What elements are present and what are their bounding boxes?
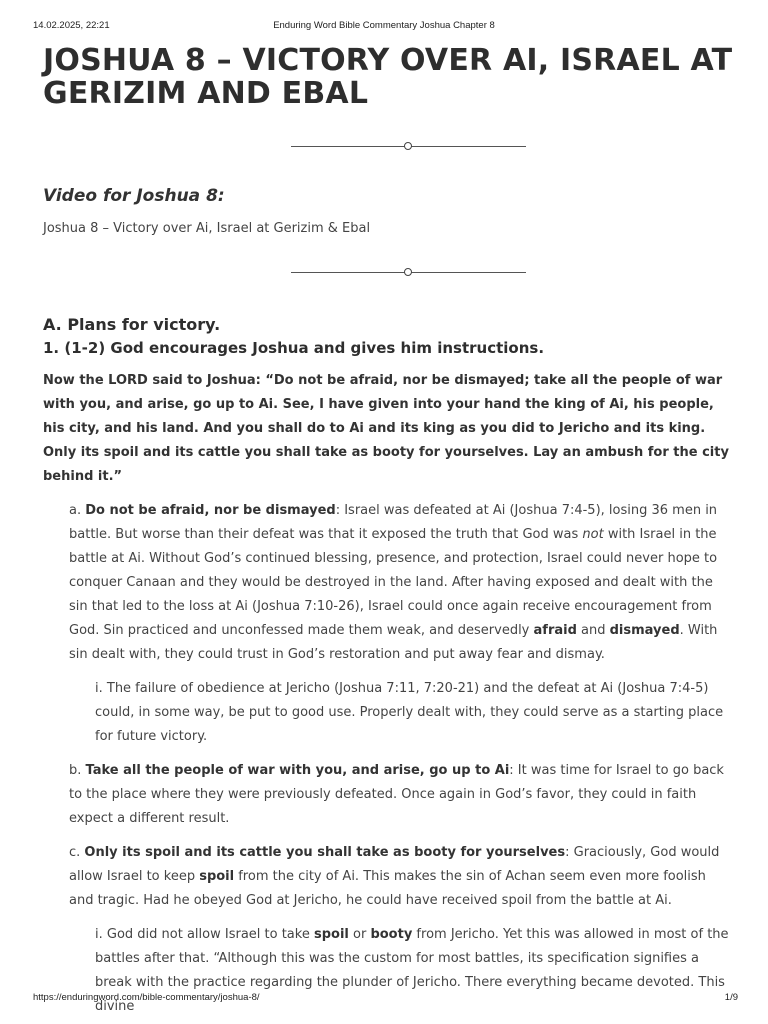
commentary-point-b [69, 759, 733, 831]
point-text: from Jericho. Yet this was allowed in most of the battles after that. “Although this was the custom for most battles, its specification signifies a break with the practice regarding the plunder of Jericho. There everything became devoted. This divine [95, 927, 729, 1014]
page-url: https://enduringword.com/bible-commentary/joshua-8/ [33, 992, 260, 1003]
video-link[interactable]: Joshua 8 – Victory over Ai, Israel at Gerizim & Ebal [43, 221, 371, 236]
point-marker: a. [69, 503, 82, 518]
print-date: 14.02.2025, 22:21 [33, 20, 110, 31]
point-bold-word: dismayed [609, 623, 680, 638]
page-number: 1/9 [724, 992, 738, 1003]
print-header [0, 20, 768, 34]
divider-circle-icon [404, 142, 412, 150]
commentary-point-a [69, 499, 733, 667]
point-text: from the city of Ai. This makes the sin of Achan seem even more foolish and tragic. Had he obeyed God at Jericho, he could have received spoil from the battle at Ai. [69, 869, 706, 908]
point-bold-word: afraid [533, 623, 577, 638]
divider [291, 142, 526, 152]
point-text: i. God did not allow Israel to take [95, 927, 314, 942]
page-title: JOSHUA 8 – VICTORY OVER AI, ISRAEL AT GERIZIM AND EBAL [43, 43, 733, 111]
print-footer [0, 992, 768, 1006]
commentary-subpoint-a-i: i. The failure of obedience at Jericho (Joshua 7:11, 7:20-21) and the defeat at Ai (Joshua 7:4-5) could, in some way, be put to good use. Properly dealt with, they could serve as a starting place for future victory. [95, 681, 724, 744]
point-bold-word: booty [370, 927, 413, 942]
point-text: : Israel was defeated at Ai (Joshua 7:4-5), losing 36 men in battle. But worse than their defeat was that it exposed the truth that God was [69, 503, 718, 542]
point-bold-word: spoil [313, 927, 349, 942]
point-text: with Israel in the battle at Ai. Without God’s continued blessing, presence, and protection, Israel could never hope to conquer Canaan and they would be destroyed in the land. After having exposed and dealt with the sin that led to the loss at Ai (Joshua 7:10-26), Israel could once again receive encouragement from God. Sin practiced and unconfessed made them weak, and deservedly [69, 527, 718, 638]
scripture-passage: Now the LORD said to Joshua: “Do not be afraid, nor be dismayed; take all the people of war with you, and arise, go up to Ai. See, I have given into your hand the king of Ai, his people, his city, and his land. And you shall do to Ai and its king as you did to Jericho and its king. Only its spoil and its cattle you shall take as booty for yourselves. Lay an ambush for the city behind it.” [43, 373, 729, 484]
subsection-heading-1: 1. (1-2) God encourages Joshua and gives him instructions. [43, 339, 545, 357]
point-text: : Graciously, God would allow Israel to keep [69, 845, 720, 884]
point-bold-word: spoil [199, 869, 235, 884]
commentary-point-c [69, 841, 733, 913]
article [43, 44, 733, 1019]
section-heading-a: A. Plans for victory. [43, 315, 221, 334]
point-emphasis: not [582, 527, 604, 542]
point-marker: c. [69, 845, 81, 860]
point-text: and [576, 623, 610, 638]
divider-circle-icon [404, 268, 412, 276]
point-text: or [348, 927, 371, 942]
point-text: . With sin dealt with, they could trust in God’s restoration and put away fear and dismay. [69, 623, 718, 662]
point-key-phrase: Only its spoil and its cattle you shall take as booty for yourselves [84, 845, 566, 860]
point-marker: b. [69, 763, 82, 778]
video-heading: Video for Joshua 8: [43, 186, 225, 206]
point-key-phrase: Take all the people of war with you, and arise, go up to Ai [85, 763, 510, 778]
point-text: : It was time for Israel to go back to the place where they were previously defeated. Once again in God’s favor, they could in faith expect a different result. [69, 763, 724, 826]
point-key-phrase: Do not be afraid, nor be dismayed [85, 503, 336, 518]
divider [291, 268, 526, 278]
print-document-title: Enduring Word Bible Commentary Joshua Chapter 8 [273, 20, 495, 31]
